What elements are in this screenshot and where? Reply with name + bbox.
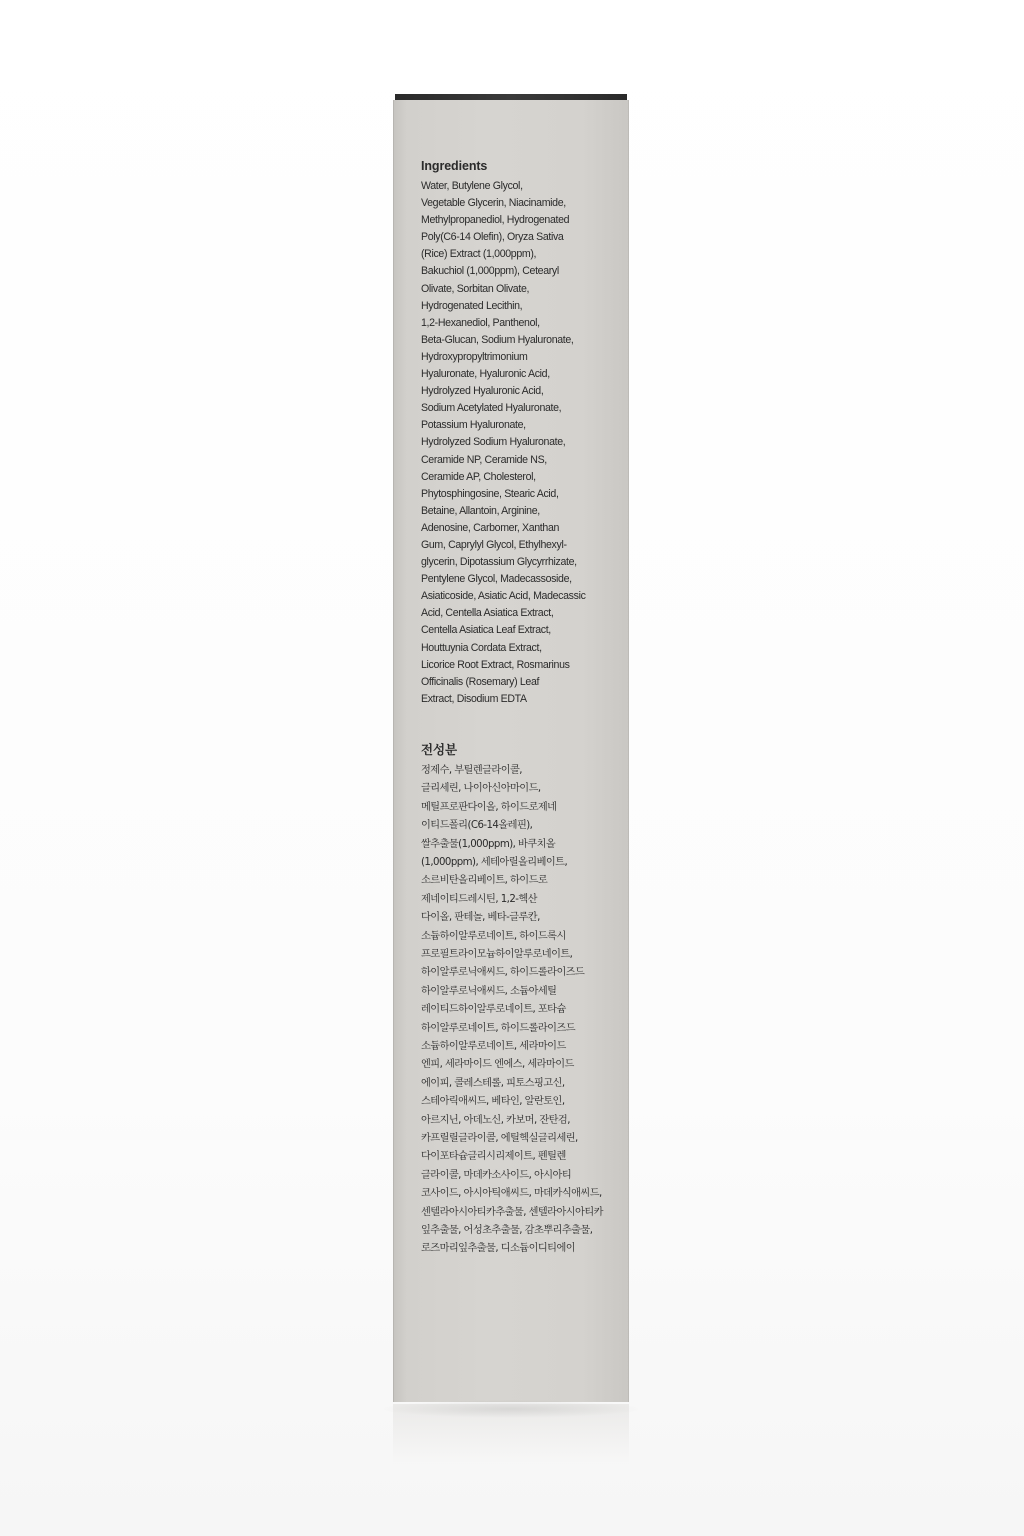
ingredients-heading-kr: 전성분 bbox=[421, 742, 457, 757]
ingredients-panel bbox=[421, 158, 613, 1259]
box-reflection bbox=[393, 1404, 629, 1464]
ingredients-list-en: Water, Butylene Glycol, Vegetable Glycerin, Niacinamide, Methylpropanediol, Hydrogenated Poly(C6-14 Olefin), Oryza Sativa (Rice) Extract (1,000ppm), Bakuchiol (1,000ppm), Cetearyl Olivate, Sorbitan Olivate, Hydrogenated Lecithin, 1,2-Hexanediol, Panthenol, Beta-Glucan, Sodium Hyaluronate, Hydroxypropyltrimonium Hyaluronate, Hyaluronic Acid, Hydrolyzed Hyaluronic Acid, Sodium Acetylated Hyaluronate, Potassium Hyaluronate, Hydrolyzed Sodium Hyaluronate, Ceramide NP, Ceramide NS, Ceramide AP, Cholesterol, Phytosphingosine, Stearic Acid, Betaine, Allantoin, Arginine, Adenosine, Carbomer, Xanthan Gum, Caprylyl Glycol, Ethylhexyl- glycerin, Dipotassium Glycyrrhizate, Pentylene Glycol, Madecassoside, Asiaticoside, Asiatic Acid, Madecassic Acid, Centella Asiatica Extract, Centella Asiatica Leaf Extract, Houttuynia Cordata Extract, Licorice Root Extract, Rosmarinus Officinalis (Rosemary) Leaf Extract, Disodium EDTA bbox=[421, 180, 586, 705]
ingredients-heading: Ingredients bbox=[421, 159, 488, 173]
ingredients-list-kr: 정제수, 부틸렌글라이콜, 글리세린, 나이아신아마이드, 메틸프로판다이올, 하이드로제네 이티드폴리(C6-14올레핀), 쌀추출물(1,000ppm), 바쿠치올 (1,000ppm), 세테아릴올리베이트, 소르비탄올리베이트, 하이드로 제네이티드레시틴, 1,2-헥산 다이올, 판테놀, 베타-글루칸, 소듐하이알루로네이트, 하이드록시 프로필트라이모늄하이알루로네이트, 하이알루로닉애씨드, 하이드롤라이즈드 하이알루로닉애씨드, 소듐아세틸 레이티드하이알루로네이트, 포타슘 하이알루로네이트, 하이드롤라이즈드 소듐하이알루로네이트, 세라마이드 엔피, 세라마이드 엔에스, 세라마이드 에이피, 콜레스테롤, 피토스핑고신, 스테아릭애씨드, 베타인, 알란토인, 아르지닌, 아데노신, 카보머, 잔탄검, 카프릴릴글라이콜, 에틸헥실글리세린, 다이포타슘글리시리제이트, 펜틸렌 글라이콜, 마데카소사이드, 아시아티 코사이드, 아시아틱애씨드, 마데카식애씨드, 센텔라아시아티카추출물, 센텔라아시아티카 잎추출물, 어성초추출물, 감초뿌리추출물, 로즈마리잎추출물, 디소듐이디티에이 bbox=[421, 764, 603, 1255]
